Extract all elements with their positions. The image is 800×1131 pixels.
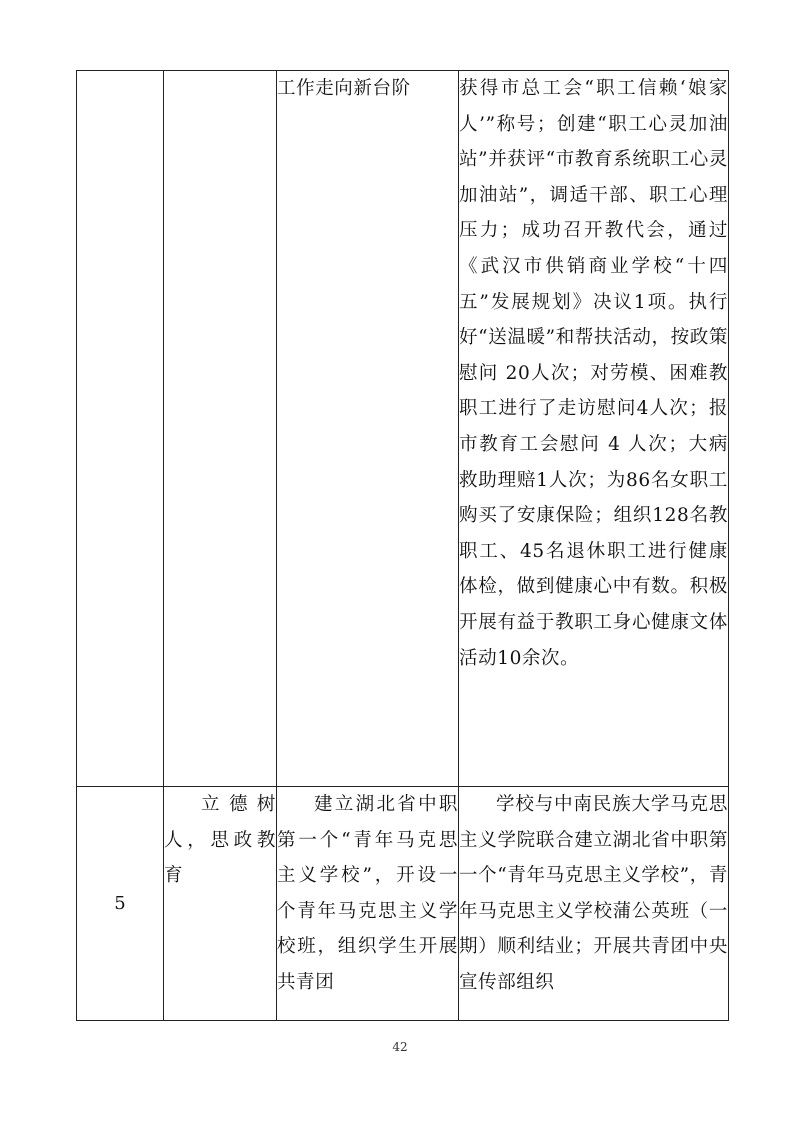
item-number: 5 (114, 893, 126, 914)
category-cell (164, 71, 277, 787)
result-cell (459, 71, 729, 787)
measure-text: 建立湖北省中职第一个“青年马克思主义学校”，开设一个青年马克思主义学校班，组织学生开展共青团 (277, 794, 458, 993)
report-table (76, 70, 729, 1021)
page-number: 42 (392, 1040, 408, 1054)
category-text: 立德树人，思政教育 (164, 794, 276, 887)
measure-cell (277, 71, 459, 787)
result-text: 学校与中南民族大学马克思主义学院联合建立湖北省中职第一个“青年马克思主义学校”，青年马克思主义学校蒲公英班（一期）顺利结业；开展共青团中央宣传部组织 (459, 794, 728, 993)
table-row (77, 71, 729, 787)
item-number-cell (77, 787, 164, 1021)
measure-text: 工作走向新台阶 (277, 78, 411, 99)
measure-cell (277, 787, 459, 1021)
category-cell (164, 787, 277, 1021)
result-text: 获得市总工会“职工信赖‘娘家人’”称号；创建“职工心灵加油站”并获评“市教育系统职工心灵加油站”，调适干部、职工心理压力；成功召开教代会，通过《武汉市供销商业学校“十四五”发展规划》决议1项。执行好“送温暖”和帮扶活动，按政策慰问 20人次；对劳模、困难教职工进行了走访慰问4人次；报市教育工会慰问 4 人次；大病救助理赔1人次；为86名女职工购买了安康保险；组织128名教职工、45名退休职工进行健康体检，做到健康心中有数。积极开展有益于教职工身心健康文体活动10余次。 (459, 78, 728, 669)
result-cell (459, 787, 729, 1021)
table-row (77, 787, 729, 1021)
item-number-cell (77, 71, 164, 787)
